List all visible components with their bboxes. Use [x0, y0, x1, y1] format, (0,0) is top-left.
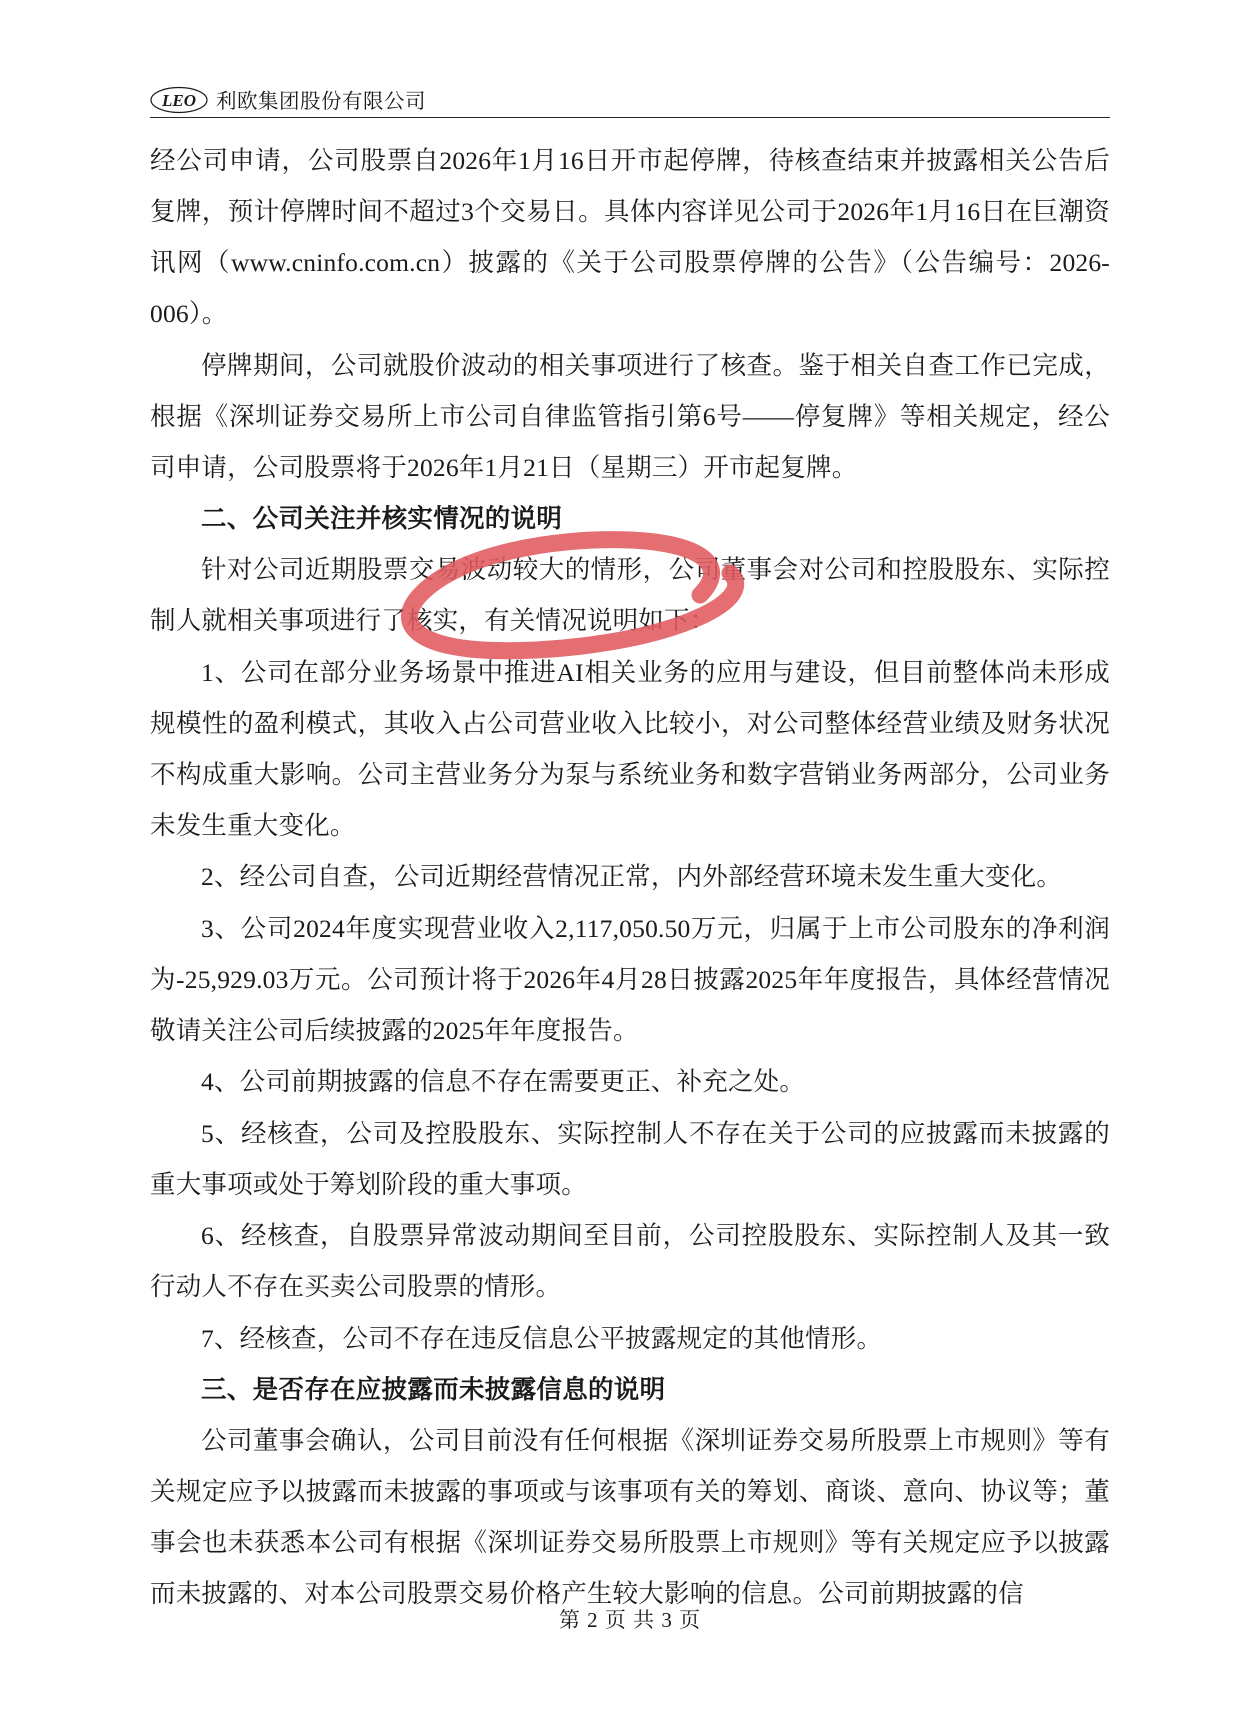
- page-footer: 第 2 页 共 3 页: [558, 1608, 702, 1632]
- paragraph-board-confirm: 公司董事会确认，公司目前没有任何根据《深圳证券交易所股票上市规则》等有关规定应予以披露而未披露的事项或与该事项有关的筹划、商谈、意向、协议等；董事会也未获悉本公司有根据《深圳证券交易所股票上市规则》等有关规定应予以披露而未披露的、对本公司股票交易价格产生较大影响的信息。公司前期披露的信: [150, 1426, 1110, 1608]
- paragraph-item-1: 1、公司在部分业务场景中推进AI相关业务的应用与建设，但目前整体尚未形成规模性的盈利模式，其收入占公司营业收入比较小，对公司整体经营业绩及财务状况不构成重大影响。公司主营业务分为泵与系统业务和数字营销业务两部分，公司业务未发生重大变化。: [150, 657, 1110, 840]
- heading-section-two: 二、公司关注并核实情况的说明: [201, 504, 563, 533]
- paragraph-item-2: 2、经公司自查，公司近期经营情况正常，内外部经营环境未发生重大变化。: [201, 862, 1063, 891]
- paragraph-item-3: 3、公司2024年度实现营业收入2,117,050.50万元，归属于上市公司股东的净利润为-25,929.03万元。公司预计将于2026年4月28日披露2025年年度报告，具体经营情况敬请关注公司后续披露的2025年年度报告。: [150, 913, 1110, 1045]
- svg-text:LEO: LEO: [162, 91, 196, 110]
- brand-logo: [150, 85, 426, 115]
- company-name: 利欧集团股份有限公司: [216, 90, 426, 113]
- paragraph-resume: 停牌期间，公司就股价波动的相关事项进行了核查。鉴于相关自查工作已完成，根据《深圳证券交易所上市公司自律监管指引第6号——停复牌》等相关规定，经公司申请，公司股票将于2026年1月21日（星期三）开市起复牌。: [150, 350, 1110, 482]
- paragraph-item-4: 4、公司前期披露的信息不存在需要更正、补充之处。: [201, 1067, 806, 1096]
- heading-section-three: 三、是否存在应披露而未披露信息的说明: [201, 1375, 666, 1404]
- leo-logo-icon: [150, 85, 208, 115]
- paragraph-item-7: 7、经核查，公司不存在违反信息公平披露规定的其他情形。: [201, 1323, 883, 1353]
- paragraph-item-6: 6、经核查，自股票异常波动期间至目前，公司控股股东、实际控制人及其一致行动人不存在买卖公司股票的情形。: [150, 1221, 1110, 1301]
- paragraph-item-5: 5、经核查，公司及控股股东、实际控制人不存在关于公司的应披露而未披露的重大事项或处于筹划阶段的重大事项。: [150, 1118, 1110, 1199]
- paragraph-suspension: 经公司申请，公司股票自2026年1月16日开市起停牌，待核查结束并披露相关公告后复牌，预计停牌时间不超过3个交易日。具体内容详见公司于2026年1月16日在巨潮资讯网（www.cninfo.com.cn）披露的《关于公司股票停牌的公告》（公告编号：2026-006）。: [150, 146, 1110, 328]
- page-header: [150, 76, 1110, 118]
- paragraph-verify-intro: 针对公司近期股票交易波动较大的情形，公司董事会对公司和控股股东、实际控制人就相关事项进行了核实，有关情况说明如下：: [150, 555, 1110, 635]
- document-body: [150, 135, 1110, 1620]
